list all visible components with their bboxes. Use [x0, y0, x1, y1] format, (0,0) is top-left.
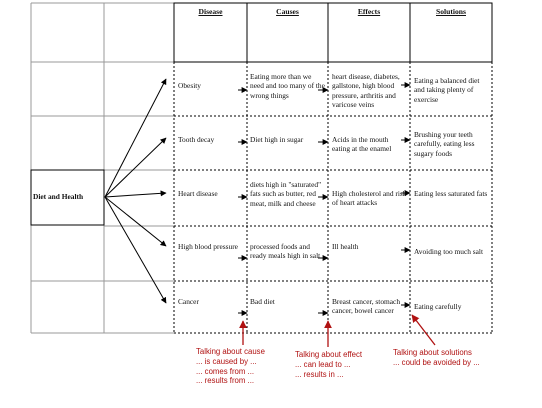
branch-arrow-tooth-decay — [105, 138, 166, 197]
solution-cell: Eating carefully — [414, 302, 462, 311]
disease-cell: High blood pressure — [178, 242, 238, 251]
cause-cell: Eating more than we need and too many of the wrong things — [250, 72, 325, 100]
background-grid — [31, 3, 174, 333]
cause-cell: Bad diet — [250, 297, 275, 306]
solution-annotation-arrow — [412, 315, 435, 345]
solution-note-title: Talking about solutions — [393, 348, 472, 357]
solution-cell: Avoiding too much salt — [414, 247, 484, 256]
solution-note — [393, 348, 480, 368]
cause-note-line: ... is caused by ... — [196, 356, 257, 366]
cause-note-line: ... comes from ... — [196, 366, 255, 376]
annotation-arrows — [243, 315, 435, 347]
root-label: Diet and Health — [33, 192, 84, 201]
header-causes: Causes — [276, 7, 299, 16]
disease-cell: Cancer — [178, 297, 199, 306]
cause-cell: diets high in "saturated" fats such as butter, red meat, milk and cheese — [250, 180, 322, 208]
effect-cell: heart disease, diabetes, gallstone, high blood pressure, arthritis and varicose veins — [332, 72, 400, 110]
cause-cell: Diet high in sugar — [250, 135, 304, 144]
disease-cell: Obesity — [178, 81, 201, 90]
effect-cell: High cholesterol and risk of heart attacks — [332, 189, 407, 208]
effect-cell: Breast cancer, stomach cancer, bowel cancer — [332, 297, 401, 316]
cause-cell: processed foods and ready meals high in salt — [250, 242, 321, 261]
solution-cell: Eating less saturated fats — [414, 189, 488, 198]
branch-arrow-heart-disease — [105, 193, 166, 197]
branch-arrows — [105, 79, 166, 303]
effect-note-line: ... results in ... — [295, 369, 344, 379]
header-solutions: Solutions — [436, 7, 466, 16]
cause-note-title: Talking about cause — [196, 347, 265, 356]
effect-note-title: Talking about effect — [295, 350, 363, 359]
header-effects: Effects — [357, 7, 381, 16]
branch-arrow-cancer — [105, 197, 166, 303]
solution-note-line: ... could be avoided by ... — [393, 357, 480, 367]
cause-note-line: ... results from ... — [196, 376, 255, 386]
disease-cell: Tooth decay — [178, 135, 215, 144]
disease-cell: Heart disease — [178, 189, 218, 198]
header-disease: Disease — [198, 7, 223, 16]
effect-note — [295, 350, 362, 379]
branch-arrow-obesity — [105, 79, 166, 197]
effect-note-line: ... can lead to ... — [295, 359, 351, 369]
branch-arrow-high-blood-pressure — [105, 197, 166, 246]
solution-cell: Eating a balanced diet and taking plenty of exercise — [414, 76, 480, 104]
effect-cell: Acids in the mouth eating at the enamel — [332, 135, 392, 154]
effect-cell: Ill health — [332, 242, 359, 251]
solution-cell: Brushing your teeth carefully, eating less sugary foods — [414, 130, 475, 158]
cause-note — [196, 347, 265, 386]
